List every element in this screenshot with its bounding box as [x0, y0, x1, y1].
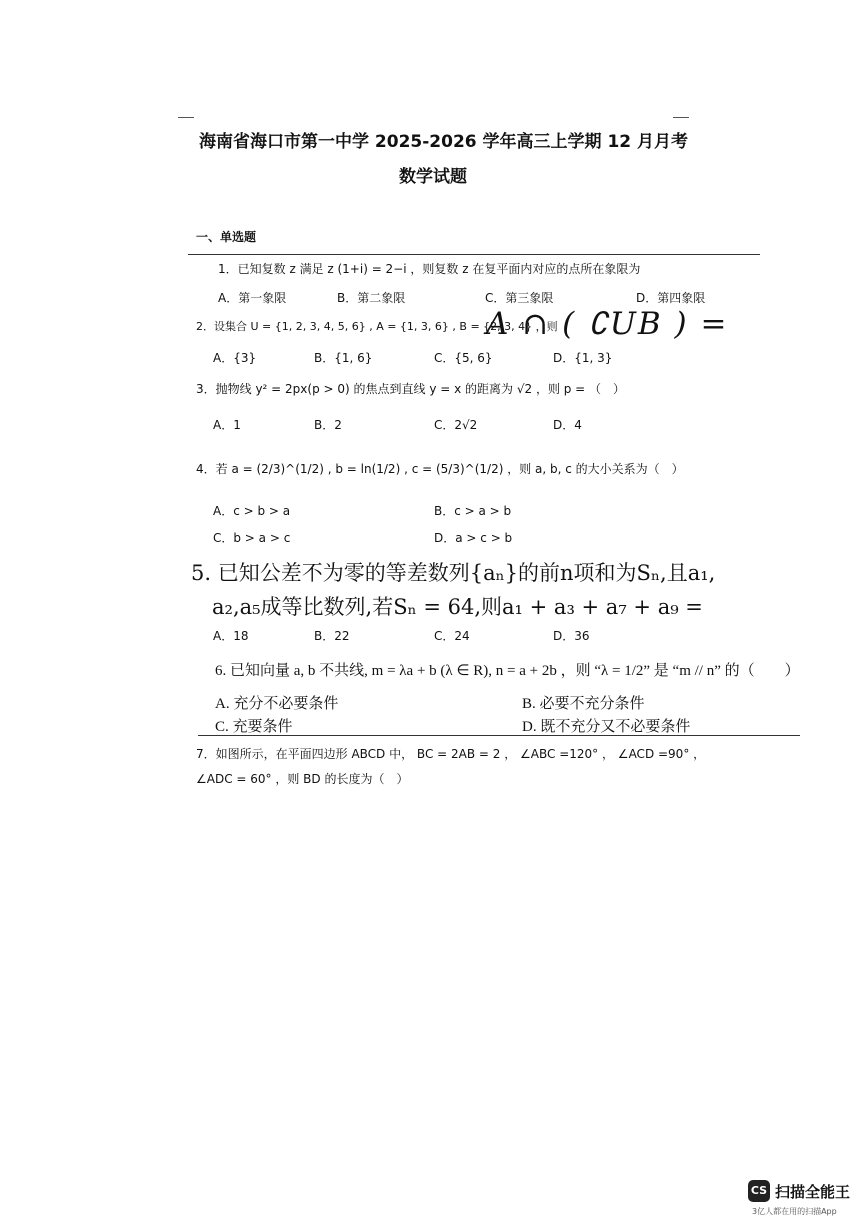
question-1-option-b: B．第二象限: [337, 291, 406, 305]
section-heading: 一、单选题: [196, 230, 257, 244]
question-5-option-c: C．24: [434, 629, 470, 643]
question-5-option-d: D．36: [553, 629, 590, 643]
question-7-line-2: ∠ADC = 60° ，则 BD 的长度为（ ）: [196, 772, 409, 786]
question-4-option-a: A．c > b > a: [213, 504, 291, 518]
crop-mark-right: [673, 117, 689, 118]
question-4-option-b: B．c > a > b: [434, 504, 512, 518]
question-2-stem: 2．设集合 U = {1, 2, 3, 4, 5, 6} , A = {1, 3, 6} , B = {2, 3, 4} ，则: [196, 320, 558, 333]
question-6-option-b: B. 必要不充分条件: [522, 696, 645, 712]
question-6-stem: 6. 已知向量 a, b 不共线, m = λa + b (λ ∈ R), n = a + 2b ，则 “λ = 1/2” 是 “m // n” 的（ ）: [215, 663, 800, 679]
question-1-option-c: C．第三象限: [485, 291, 554, 305]
page-subtitle: 数学试题: [399, 167, 467, 187]
question-7-line-1: 7．如图所示，在平面四边形 ABCD 中， BC = 2AB = 2 ， ∠ABC =120° ， ∠ACD =90° ，: [196, 747, 706, 761]
question-3-option-d: D．4: [553, 418, 582, 432]
question-3-option-c: C．2√2: [434, 418, 478, 432]
question-6-option-c: C. 充要条件: [215, 719, 293, 735]
question-6-option-d: D. 既不充分又不必要条件: [522, 719, 691, 735]
scanner-brand: 扫描全能王: [775, 1183, 851, 1201]
question-4-option-c: C．b > a > c: [213, 531, 291, 545]
question-2-option-c: C．{5, 6}: [434, 351, 493, 365]
scanner-logo-icon: CS: [748, 1180, 770, 1202]
question-5-option-a: A．18: [213, 629, 249, 643]
question-4-stem: 4．若 a = (2/3)^(1/2) , b = ln(1/2) , c = (5/3)^(1/2) ，则 a, b, c 的大小关系为（ ）: [196, 462, 684, 476]
question-1-stem: 1．已知复数 z 满足 z (1+i) = 2−i ，则复数 z 在复平面内对应的点所在象限为: [218, 262, 641, 276]
question-2-option-d: D．{1, 3}: [553, 351, 613, 365]
question-5-option-b: B．22: [314, 629, 350, 643]
question-2-expression: A ∩ ( ∁UB ) =: [486, 306, 729, 342]
page-title: 海南省海口市第一中学 2025-2026 学年高三上学期 12 月月考: [199, 132, 689, 152]
question-5-line-2: a₂,a₅成等比数列,若Sₙ = 64,则a₁ + a₃ + a₇ + a₉ =: [212, 595, 703, 619]
question-1-option-a: A．第一象限: [218, 291, 287, 305]
question-6-option-a: A. 充分不必要条件: [215, 696, 339, 712]
divider-q1-top: [188, 254, 760, 255]
crop-mark-left: [178, 117, 194, 118]
question-4-option-d: D．a > c > b: [434, 531, 513, 545]
scanner-tagline: 3亿人都在用的扫描App: [752, 1207, 837, 1216]
question-5-line-1: 5. 已知公差不为零的等差数列{aₙ}的前n项和为Sₙ,且a₁,: [191, 561, 716, 585]
question-3-stem: 3．抛物线 y² = 2px(p > 0) 的焦点到直线 y = x 的距离为 √2 ，则 p = （ ）: [196, 382, 626, 396]
question-3-option-a: A．1: [213, 418, 241, 432]
question-1-option-d: D．第四象限: [636, 291, 706, 305]
question-3-option-b: B．2: [314, 418, 342, 432]
question-2-option-a: A．{3}: [213, 351, 257, 365]
divider-q6-bottom: [198, 735, 800, 736]
question-2-option-b: B．{1, 6}: [314, 351, 373, 365]
